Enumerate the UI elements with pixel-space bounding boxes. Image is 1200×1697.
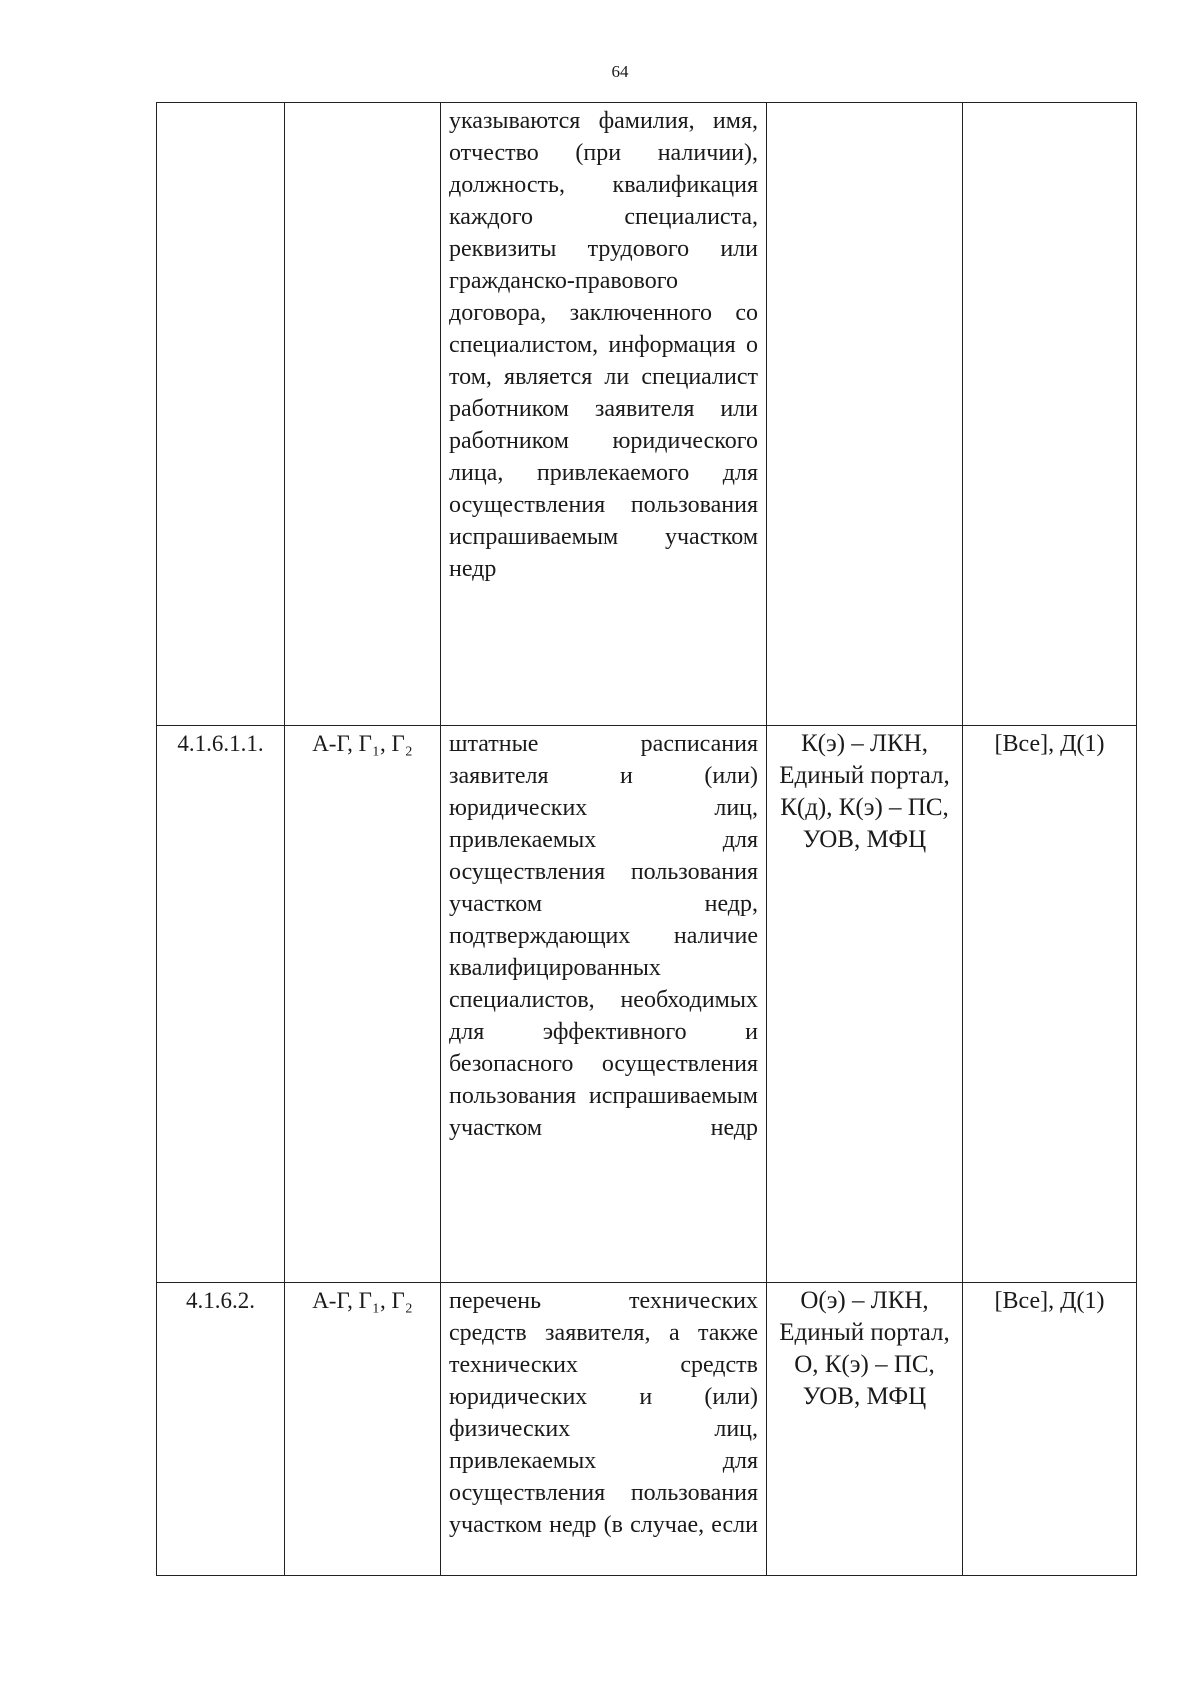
row-code: 4.1.6.1.1. [157,726,285,1283]
row-method [767,103,963,726]
row-code: 4.1.6.2. [157,1283,285,1576]
document-table [156,102,1137,1576]
row-method: К(э) – ЛКН, Единый портал, К(д), К(э) – ПС, УОВ, МФЦ [767,726,963,1283]
page-number: 64 [611,62,629,81]
row-applicability: [Все], Д(1) [963,726,1137,1283]
row-applicability: [Все], Д(1) [963,1283,1137,1576]
table-row [157,103,1137,726]
table-row [157,1283,1137,1576]
row-code [157,103,285,726]
row-applicability [963,103,1137,726]
row-description: перечень технических средств заявителя, а также технических средств юридических и (или) физических лиц, привлекаемых для осуществления пользования участком недр (в случае, если [441,1283,767,1576]
row-variant: А-Г, Г₁, Г₂ [285,726,441,1283]
row-variant: А-Г, Г₁, Г₂ [285,1283,441,1576]
row-description: указываются фамилия, имя, отчество (при наличии), должность, квалификация каждого специалиста, реквизиты трудового или гражданско-правового договора, заключенного со специалистом, информация о том, является ли специалист работником заявителя или работником юридического лица, привлекаемого для осуществления пользования испрашиваемым участком недр [441,103,767,726]
row-method: О(э) – ЛКН, Единый портал, О, К(э) – ПС, УОВ, МФЦ [767,1283,963,1576]
row-variant [285,103,441,726]
table-row [157,726,1137,1283]
row-description: штатные расписания заявителя и (или) юридических лиц, привлекаемых для осуществления пользования участком недр, подтверждающих наличие квалифицированных специалистов, необходимых для эффективного и безопасного осуществления пользования испрашиваемым участком недр [441,726,767,1283]
